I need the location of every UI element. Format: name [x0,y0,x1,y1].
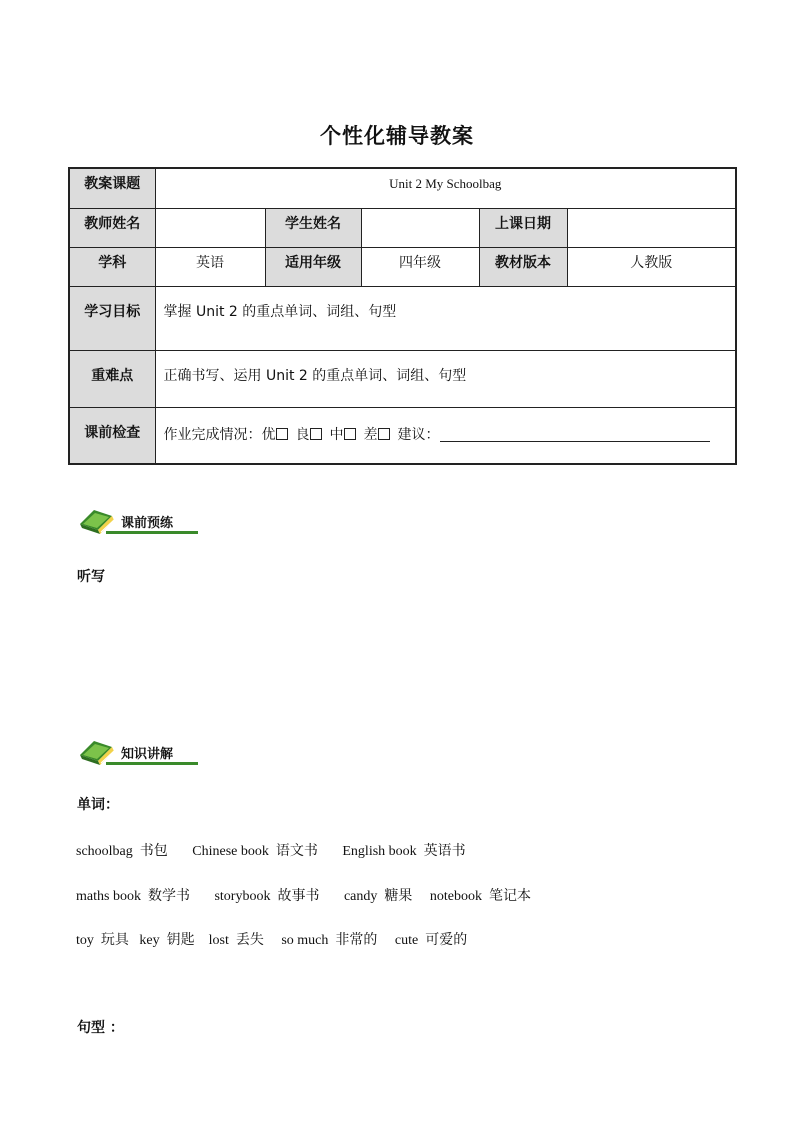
goal-value: 掌握 Unit 2 的重点单词、词组、句型 [155,286,736,350]
vocab-word: toy [76,933,94,948]
vocab-word: English book [342,844,417,859]
suggestion-label: 建议： [397,426,440,443]
vocab-meaning: 英语书 [423,843,466,859]
vocab-word: candy [343,889,378,904]
vocab-meaning: 数学书 [147,888,190,904]
vocab-word: lost [208,933,229,948]
good-checkbox[interactable] [310,428,322,440]
vocab-line-1 [76,840,466,860]
preview-section-header [78,506,203,536]
edition-value: 人教版 [567,247,736,286]
date-label: 上课日期 [479,208,567,247]
vocab-meaning: 语文书 [275,843,318,859]
topic-label: 教案课题 [69,168,155,208]
page-title: 个性化辅导教案 [320,124,474,148]
vocab-word: maths book [76,889,141,904]
preview-section-title: 课前预练 [121,516,174,531]
opt-excellent-label: 优 [261,426,276,443]
suggestion-blank[interactable] [440,441,710,442]
grade-label: 适用年级 [265,247,361,286]
notebook-icon [78,506,120,534]
notebook-icon [78,737,120,765]
student-value[interactable] [361,208,479,247]
lesson-info-table [68,167,737,465]
opt-poor-label: 差 [363,426,378,443]
knowledge-section-underline [106,762,198,765]
edition-label: 教材版本 [479,247,567,286]
vocab-word: cute [394,933,419,948]
vocab-meaning: 笔记本 [489,888,531,904]
vocab-meaning: 糖果 [384,888,413,904]
teacher-label: 教师姓名 [69,208,155,247]
topic-value: Unit 2 My Schoolbag [155,168,736,208]
excellent-checkbox[interactable] [276,428,288,440]
homework-check-row [155,407,736,464]
knowledge-section-header [78,737,203,767]
key-points-label: 重难点 [69,350,155,407]
vocab-meaning: 可爱的 [425,932,468,948]
vocab-meaning: 书包 [139,843,168,859]
vocab-word: so much [281,933,329,948]
vocab-meaning: 非常的 [335,932,378,948]
vocab-word: storybook [214,889,271,904]
poor-checkbox[interactable] [378,428,390,440]
opt-medium-label: 中 [329,426,344,443]
date-value[interactable] [567,208,736,247]
preview-section-underline [106,531,198,534]
student-label: 学生姓名 [265,208,361,247]
teacher-value[interactable] [155,208,265,247]
homework-prefix: 作业完成情况： [163,426,262,443]
subject-value: 英语 [155,247,265,286]
vocab-word: Chinese book [192,844,269,859]
vocab-line-2 [76,885,531,905]
vocab-meaning: 玩具 [100,932,129,948]
precheck-label: 课前检查 [69,407,155,464]
goal-label: 学习目标 [69,286,155,350]
grade-value: 四年级 [361,247,479,286]
dictation-label: 听写 [77,569,105,585]
opt-good-label: 良 [295,426,310,443]
vocab-meaning: 钥匙 [166,932,195,948]
vocab-word: key [139,933,160,948]
medium-checkbox[interactable] [344,428,356,440]
words-label: 单词： [77,797,119,813]
key-points-value: 正确书写、运用 Unit 2 的重点单词、词组、句型 [155,350,736,407]
vocab-meaning: 故事书 [277,888,320,904]
vocab-word: notebook [429,889,482,904]
vocab-word: schoolbag [76,844,133,859]
knowledge-section-title: 知识讲解 [121,747,174,762]
subject-label: 学科 [69,247,155,286]
sentences-label: 句型 ： [77,1020,124,1036]
vocab-line-3 [76,929,467,949]
vocab-meaning: 丢失 [235,932,264,948]
